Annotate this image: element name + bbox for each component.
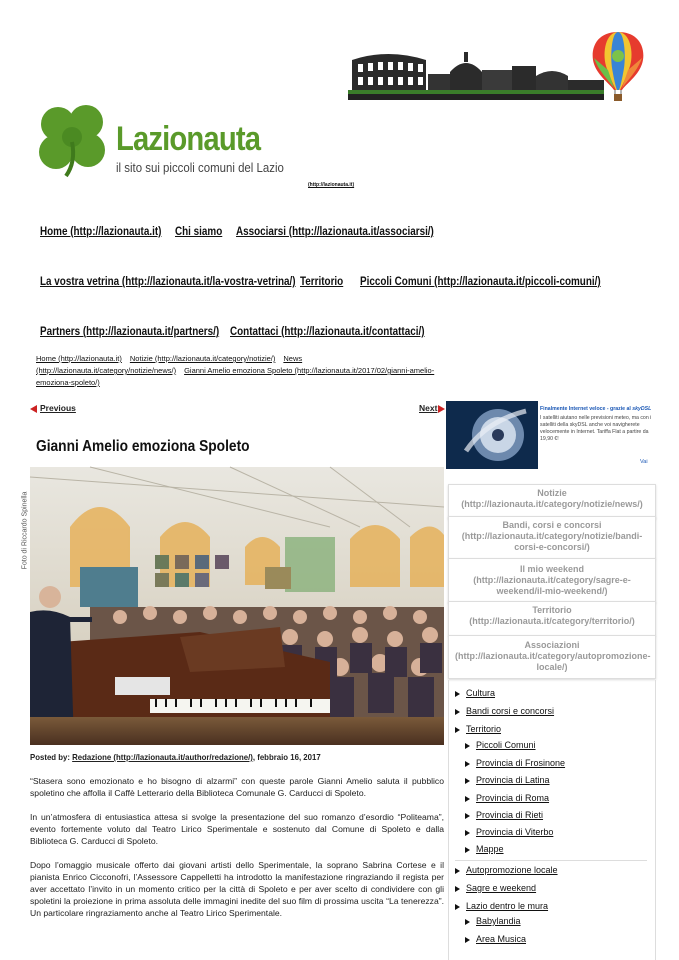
menu-mappe[interactable]	[465, 844, 504, 854]
menu-label: Sagre e weekend	[466, 883, 537, 893]
article-body	[30, 775, 444, 931]
sidebar-ad[interactable]	[446, 401, 653, 469]
widget-notizie-label: Notizie (http://lazionauta.it/category/notizie/news/)	[461, 488, 643, 509]
rome-skyline-illustration	[348, 40, 604, 104]
menu-latina[interactable]	[465, 775, 550, 785]
bullet-arrow-icon	[455, 691, 460, 697]
ad-body: I satelliti aiutano nelle previsioni meteo, ma con i satelliti della skyDSL anche voi navigherete velocemente in Internet. Tariffa Flat a partire da 19,90 €!	[540, 415, 652, 442]
post-date: , febbraio 16, 2017	[252, 752, 321, 762]
breadcrumb-current[interactable]: Gianni Amelio emoziona Spoleto (http://lazionauta.it/2017/02/gianni-amelio-	[184, 366, 435, 375]
bullet-arrow-icon	[465, 813, 470, 819]
menu-territorio[interactable]	[455, 724, 501, 734]
bullet-arrow-icon	[465, 761, 470, 767]
bullet-arrow-icon	[455, 886, 460, 892]
ad-title[interactable]: Finalmente Internet veloce - grazie al	[540, 406, 631, 412]
menu-label: Area Musica	[476, 934, 527, 944]
breadcrumb-notizie[interactable]: Notizie (http://lazionauta.it/category/notizie/)	[129, 354, 276, 363]
previous-arrow-icon	[30, 405, 37, 413]
breadcrumb	[36, 353, 476, 389]
next-arrow-icon	[438, 405, 445, 413]
widget-bandi[interactable]	[448, 516, 656, 559]
bullet-arrow-icon	[455, 727, 460, 733]
menu-cultura[interactable]	[455, 688, 495, 698]
posted-by-label: Posted by:	[30, 752, 73, 762]
menu-label: Provincia di Roma	[476, 793, 550, 803]
photo-credit: Foto di Riccardo Spinella	[21, 491, 29, 570]
menu-autopromozione[interactable]	[455, 865, 558, 875]
bullet-arrow-icon	[465, 743, 470, 749]
menu-label: Piccoli Comuni	[476, 740, 536, 750]
next-link[interactable]	[419, 403, 445, 413]
satellite-storm-image	[446, 401, 538, 469]
menu-label: Provincia di Frosinone	[476, 758, 566, 768]
article-paragraph: “Stasera sono emozionato e ho bisogno di alzarmi” con queste parole Gianni Amelio saluta il pubblico spoletino che affolla il Caffè Letterario della Biblioteca Comunale G. Carducci di Spoleto.	[30, 776, 444, 798]
clover-icon	[36, 102, 114, 178]
menu-sagre[interactable]	[455, 883, 536, 893]
ad-brand-logo: skyDSL	[632, 406, 652, 412]
menu-label: Cultura	[466, 688, 496, 698]
nav-associarsi[interactable]: Associarsi (http://lazionauta.it/associarsi/)	[236, 226, 434, 238]
breadcrumb-home[interactable]: Home (http://lazionauta.it)	[36, 354, 122, 363]
nav-territorio[interactable]: Territorio	[300, 276, 344, 288]
bullet-arrow-icon	[455, 709, 460, 715]
widget-mio-weekend[interactable]	[448, 558, 656, 603]
logo-url-caption[interactable]: (http://lazionauta.it)	[308, 182, 355, 188]
bullet-arrow-icon	[465, 847, 470, 853]
breadcrumb-news-url[interactable]: (http://lazionauta.it/category/notizie/news/)	[36, 366, 177, 375]
menu-label: Provincia di Viterbo	[476, 827, 554, 837]
hot-air-balloon-illustration	[588, 30, 648, 106]
logo-tagline: il sito sui piccoli comuni del Lazio	[116, 160, 284, 175]
widget-notizie[interactable]	[448, 484, 656, 519]
menu-divider	[455, 860, 647, 861]
ad-cta[interactable]: Vai	[640, 459, 648, 465]
bullet-arrow-icon	[465, 830, 470, 836]
menu-frosinone[interactable]	[465, 758, 565, 768]
menu-bandi[interactable]	[455, 706, 554, 716]
event-photo-illustration	[30, 467, 444, 745]
bullet-arrow-icon	[465, 937, 470, 943]
article-paragraph: In un’atmosfera di entusiastica attesa si svolge la presentazione del suo romanzo d’esordio “Politeama”, evento fortemente voluto dal Teatro Lirico Sperimentale e sostenuto dal Comune di Spoleto e dalla Biblioteca G. Carducci di Spoleto.	[30, 812, 444, 846]
menu-label: Territorio	[466, 724, 502, 734]
sidebar-menu	[448, 680, 656, 960]
widget-associazioni[interactable]	[448, 635, 656, 679]
menu-label: Autopromozione locale	[466, 865, 558, 875]
nav-partners[interactable]: Partners (http://lazionauta.it/partners/)	[40, 326, 220, 338]
widget-mio-weekend-label: Il mio weekend (http://lazionauta.it/category/sagre-e-weekend/il-mio-weekend/)	[473, 564, 631, 596]
menu-area-musica[interactable]	[465, 934, 526, 944]
bullet-arrow-icon	[455, 868, 460, 874]
article-photo	[21, 467, 444, 745]
site-logo[interactable]	[36, 102, 298, 182]
nav-contattaci[interactable]: Contattaci (http://lazionauta.it/contattaci/)	[230, 326, 425, 338]
breadcrumb-current-cont[interactable]: emoziona-spoleto/)	[36, 378, 100, 387]
menu-piccoli-comuni[interactable]	[465, 740, 536, 750]
menu-label: Provincia di Rieti	[476, 810, 544, 820]
author-link[interactable]: Redazione (http://lazionauta.it/author/redazione/)	[72, 752, 253, 762]
logo-name: Lazionauta	[116, 120, 261, 158]
menu-lazio-dentro[interactable]	[455, 901, 548, 911]
bullet-arrow-icon	[455, 904, 460, 910]
post-meta	[30, 752, 321, 762]
menu-label: Babylandia	[476, 916, 521, 926]
menu-babylandia[interactable]	[465, 916, 521, 926]
article-paragraph: Dopo l’omaggio musicale offerto dai giovani artisti dello Sperimentale, la soprano Sabrina Cortese e il pianista Enrico Cicconofri, l’Assessore Cappelletti ha introdotto la manifestazione ringraziando il regista per aver accettato l’invito in un momento critico per la città di Spoleto e per aver scelto di condividere con gli spoletini la proiezione in prima assoluta delle immagini inedite del suo film di prossima uscita “La tenerezza”. Un particolare ringraziamento anche al Teatro Lirico Sperimentale.	[30, 860, 444, 918]
menu-rieti[interactable]	[465, 810, 543, 820]
menu-label: Lazio dentro le mura	[466, 901, 549, 911]
article-title: Gianni Amelio emoziona Spoleto	[36, 438, 250, 455]
bullet-arrow-icon	[465, 796, 470, 802]
previous-link[interactable]	[30, 403, 76, 413]
widget-bandi-label: Bandi, corsi e concorsi (http://lazionauta.it/category/notizie/bandi-corsi-e-concorsi/)	[461, 520, 643, 552]
menu-label: Bandi corsi e concorsi	[466, 706, 555, 716]
nav-vetrina[interactable]: La vostra vetrina (http://lazionauta.it/la-vostra-vetrina/)	[40, 276, 296, 288]
previous-label: Previous	[40, 403, 76, 413]
breadcrumb-news[interactable]: News	[283, 354, 303, 363]
next-label: Next	[419, 403, 438, 413]
widget-territorio[interactable]	[448, 601, 656, 636]
header-skyline-banner	[348, 40, 604, 104]
menu-roma[interactable]	[465, 793, 549, 803]
nav-home[interactable]: Home (http://lazionauta.it)	[40, 226, 162, 238]
menu-label: Mappe	[476, 844, 504, 854]
nav-chi-siamo[interactable]: Chi siamo	[175, 226, 223, 238]
widget-territorio-label: Territorio (http://lazionauta.it/category/territorio/)	[469, 605, 635, 626]
bullet-arrow-icon	[465, 778, 470, 784]
widget-associazioni-label: Associazioni (http://lazionauta.it/category/autopromozione-locale/)	[455, 640, 651, 672]
bullet-arrow-icon	[465, 919, 470, 925]
menu-viterbo[interactable]	[465, 827, 553, 837]
menu-label: Provincia di Latina	[476, 775, 550, 785]
nav-piccoli-comuni[interactable]: Piccoli Comuni (http://lazionauta.it/piccoli-comuni/)	[360, 276, 601, 288]
